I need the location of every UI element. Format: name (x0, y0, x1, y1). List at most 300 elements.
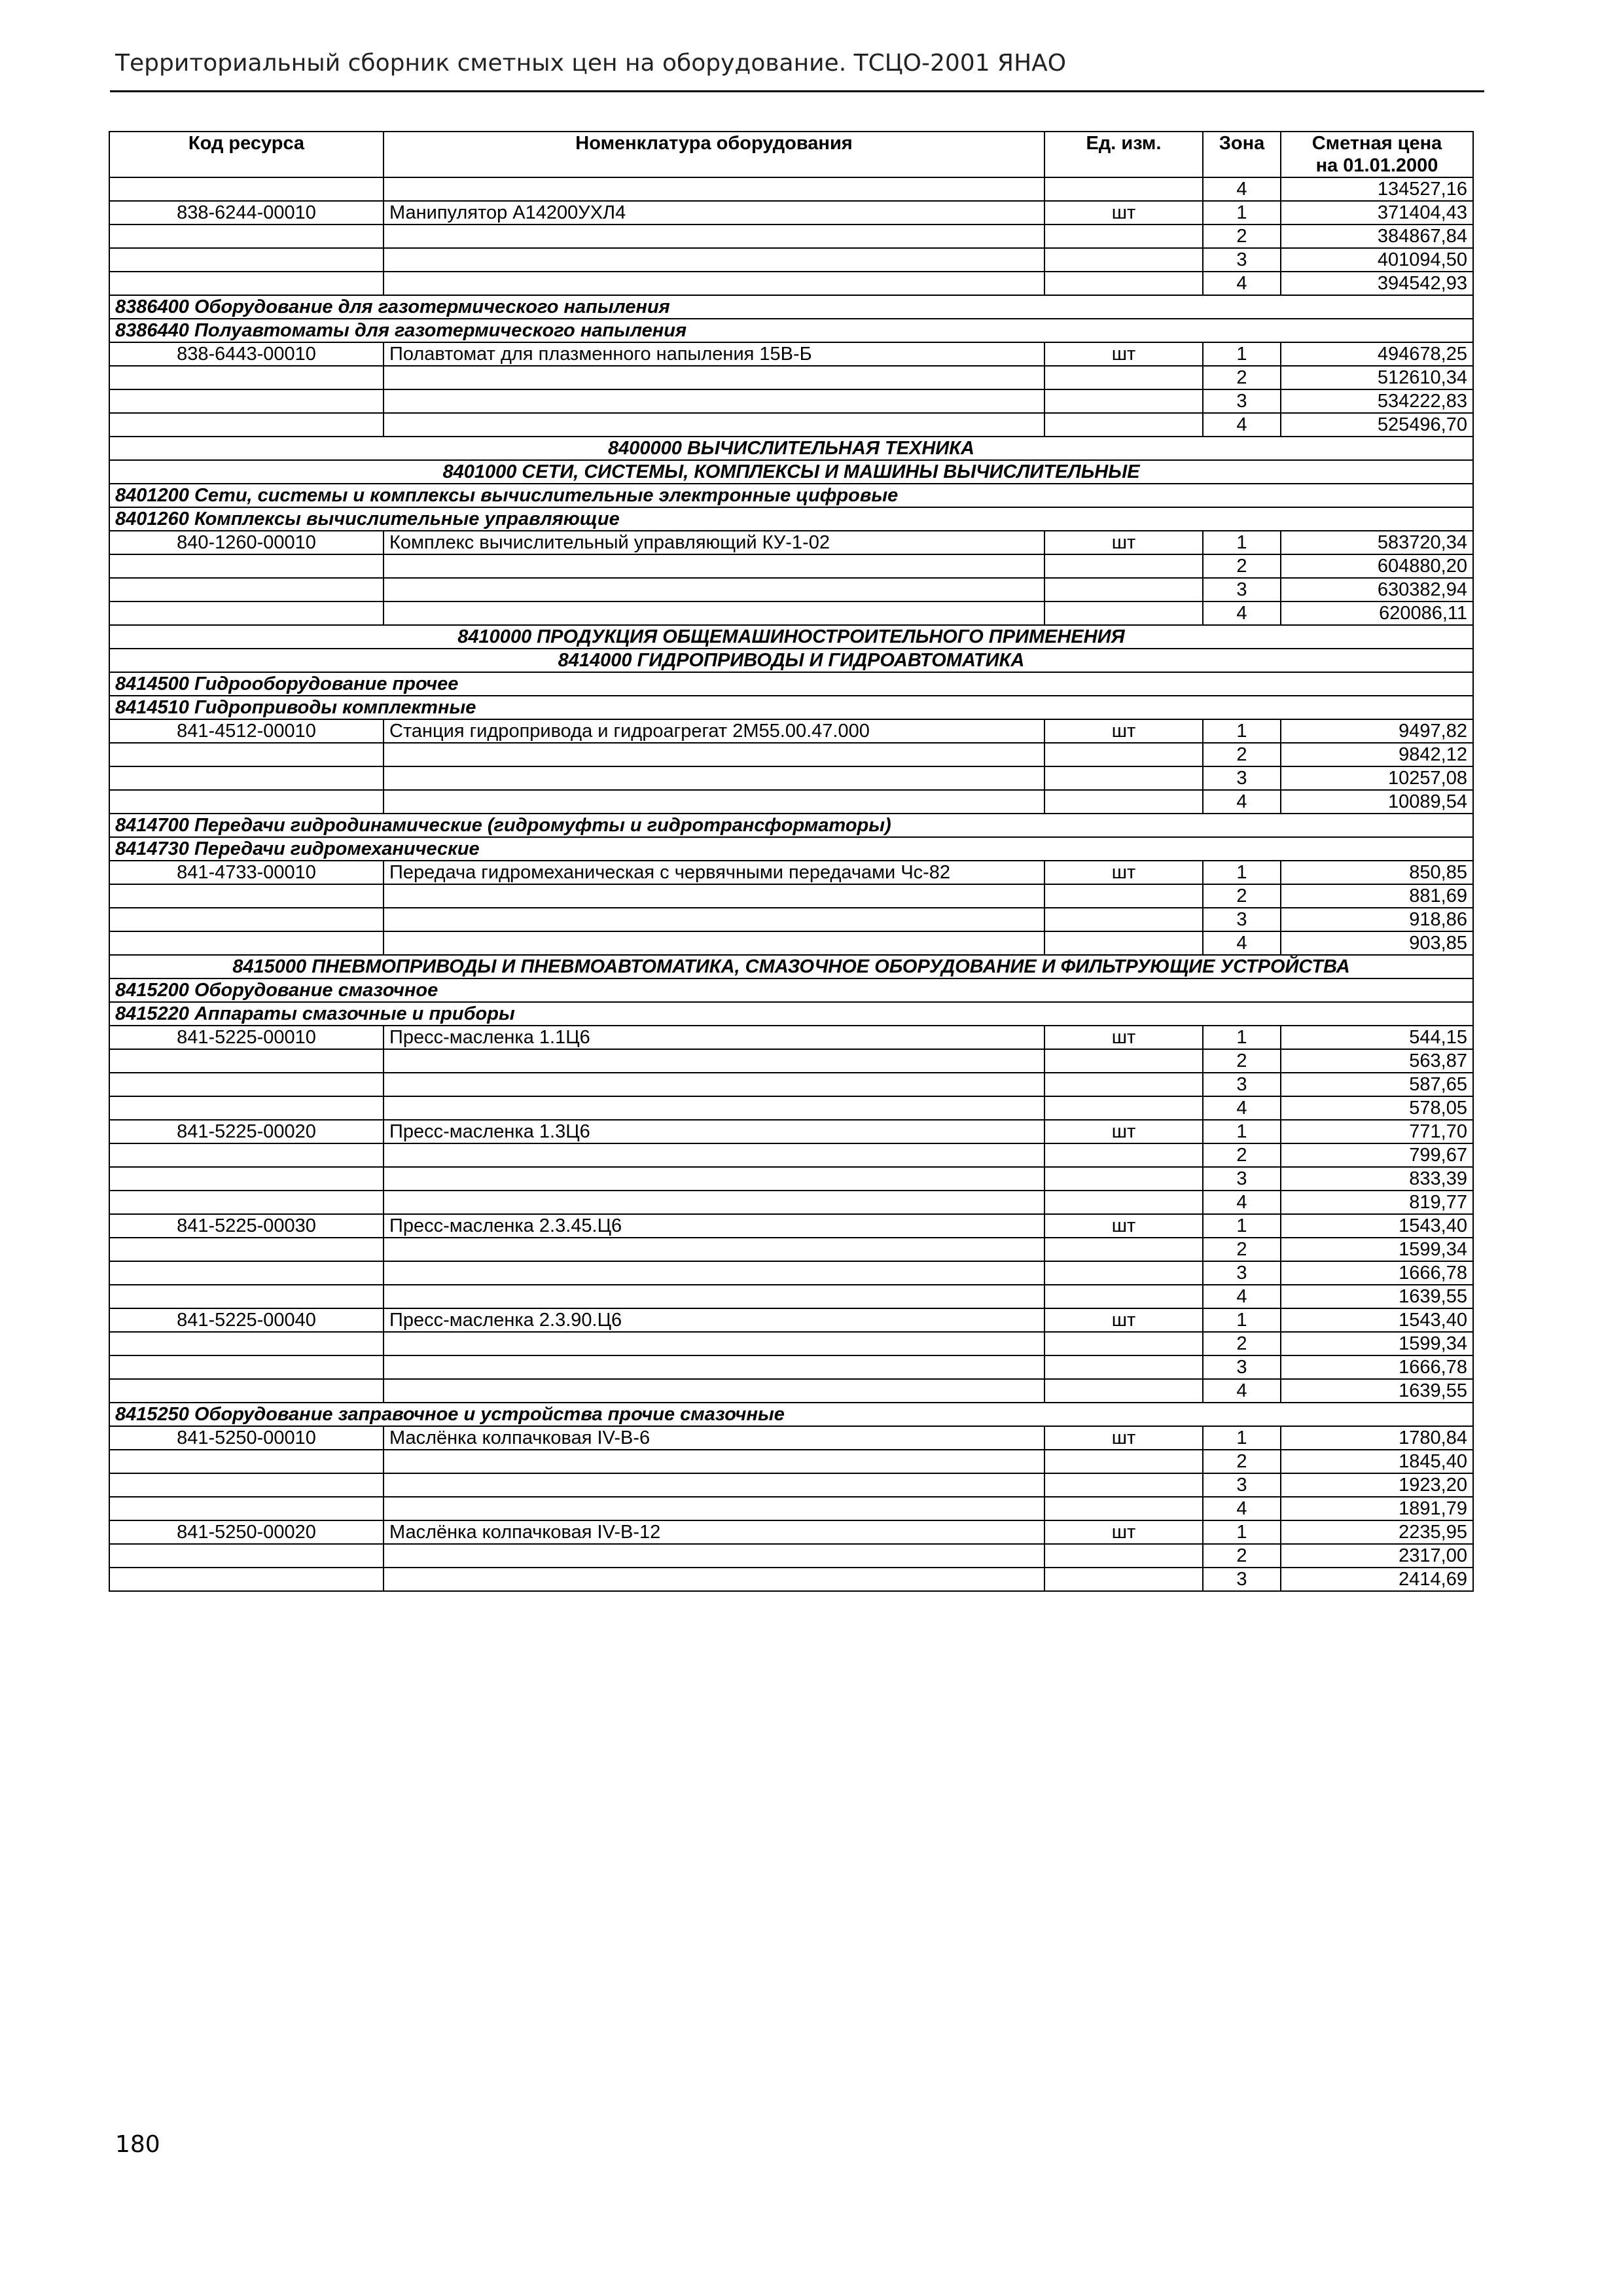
price-cell: 10089,54 (1281, 790, 1473, 814)
unit-cell (1044, 1285, 1203, 1308)
unit-cell: шт (1044, 342, 1203, 366)
zone-cell: 2 (1203, 1450, 1281, 1473)
equipment-name-cell (383, 1497, 1044, 1520)
table-header-row (109, 132, 1473, 177)
equipment-name-cell (383, 389, 1044, 413)
table-row (109, 931, 1473, 955)
unit-cell (1044, 766, 1203, 790)
zone-cell: 1 (1203, 1214, 1281, 1238)
section-heading-row (109, 507, 1473, 531)
table-row (109, 272, 1473, 295)
unit-cell (1044, 1191, 1203, 1214)
price-cell: 2235,95 (1281, 1520, 1473, 1544)
equipment-name-cell (383, 1355, 1044, 1379)
unit-cell (1044, 790, 1203, 814)
table-row (109, 1120, 1473, 1143)
section-heading-level-4: 8414510 Гидроприводы комплектные (109, 696, 1473, 719)
equipment-name-cell: Передача гидромеханическая с червячными передачами Чс-82 (383, 861, 1044, 884)
equipment-name-cell (383, 1049, 1044, 1073)
zone-cell: 4 (1203, 272, 1281, 295)
price-cell: 1780,84 (1281, 1426, 1473, 1450)
resource-code-cell (109, 766, 383, 790)
table-row (109, 1096, 1473, 1120)
section-heading-level-4: 8415220 Аппараты смазочные и приборы (109, 1002, 1473, 1026)
unit-cell (1044, 1096, 1203, 1120)
resource-code-cell (109, 1473, 383, 1497)
zone-cell: 4 (1203, 413, 1281, 437)
price-cell: 620086,11 (1281, 601, 1473, 625)
price-cell: 2317,00 (1281, 1544, 1473, 1568)
equipment-name-cell (383, 766, 1044, 790)
resource-code-cell (109, 1568, 383, 1591)
resource-code-cell (109, 1049, 383, 1073)
equipment-name-cell (383, 1191, 1044, 1214)
zone-cell: 1 (1203, 1520, 1281, 1544)
table-row (109, 1073, 1473, 1096)
price-cell: 604880,20 (1281, 554, 1473, 578)
equipment-name-cell (383, 578, 1044, 601)
resource-code-cell (109, 578, 383, 601)
table-row (109, 790, 1473, 814)
unit-cell (1044, 1568, 1203, 1591)
section-heading-row (109, 1002, 1473, 1026)
resource-code-cell (109, 366, 383, 389)
zone-cell: 2 (1203, 554, 1281, 578)
table-row (109, 201, 1473, 224)
column-header-price (1281, 132, 1473, 177)
equipment-name-cell: Пресс-масленка 2.3.90.Ц6 (383, 1308, 1044, 1332)
unit-cell (1044, 1450, 1203, 1473)
zone-cell: 3 (1203, 389, 1281, 413)
table-row (109, 766, 1473, 790)
unit-cell (1044, 1049, 1203, 1073)
section-heading-level-3: 8386400 Оборудование для газотермического напыления (109, 295, 1473, 319)
price-cell: 881,69 (1281, 884, 1473, 908)
equipment-name-cell (383, 366, 1044, 389)
unit-cell: шт (1044, 201, 1203, 224)
equipment-name-cell (383, 1167, 1044, 1191)
table-row (109, 413, 1473, 437)
zone-cell: 4 (1203, 1497, 1281, 1520)
table-row (109, 177, 1473, 201)
table-row (109, 389, 1473, 413)
unit-cell (1044, 1238, 1203, 1261)
table-row (109, 248, 1473, 272)
zone-cell: 2 (1203, 884, 1281, 908)
price-cell: 1845,40 (1281, 1450, 1473, 1473)
resource-code-cell (109, 790, 383, 814)
equipment-name-cell: Маслёнка колпачковая IV-В-6 (383, 1426, 1044, 1450)
resource-code-cell: 841-5225-00030 (109, 1214, 383, 1238)
resource-code-cell (109, 248, 383, 272)
equipment-name-cell (383, 554, 1044, 578)
section-heading-row (109, 837, 1473, 861)
section-heading-level-1: 8400000 ВЫЧИСЛИТЕЛЬНАЯ ТЕХНИКА (109, 437, 1473, 460)
equipment-name-cell (383, 884, 1044, 908)
table-row (109, 1450, 1473, 1473)
equipment-name-cell: Станция гидропривода и гидроагрегат 2М55.00.47.000 (383, 719, 1044, 743)
zone-cell: 1 (1203, 719, 1281, 743)
resource-code-cell: 841-5225-00040 (109, 1308, 383, 1332)
section-heading-level-2: 8414000 ГИДРОПРИВОДЫ И ГИДРОАВТОМАТИКА (109, 649, 1473, 672)
resource-code-cell (109, 931, 383, 955)
unit-cell (1044, 1167, 1203, 1191)
price-cell: 512610,34 (1281, 366, 1473, 389)
unit-cell: шт (1044, 719, 1203, 743)
equipment-name-cell (383, 1544, 1044, 1568)
column-header-price-line1: Сметная цена (1311, 133, 1442, 154)
table-row (109, 342, 1473, 366)
price-cell: 1666,78 (1281, 1261, 1473, 1285)
equipment-name-cell (383, 1285, 1044, 1308)
section-heading-row (109, 814, 1473, 837)
resource-code-cell: 841-5225-00010 (109, 1026, 383, 1049)
table-row (109, 578, 1473, 601)
zone-cell: 1 (1203, 342, 1281, 366)
table-row (109, 1568, 1473, 1591)
column-header-name: Номенклатура оборудования (383, 132, 1044, 177)
resource-code-cell (109, 1073, 383, 1096)
unit-cell (1044, 1544, 1203, 1568)
resource-code-cell (109, 1285, 383, 1308)
zone-cell: 2 (1203, 224, 1281, 248)
resource-code-cell (109, 272, 383, 295)
resource-code-cell (109, 413, 383, 437)
table-row (109, 554, 1473, 578)
unit-cell: шт (1044, 1426, 1203, 1450)
unit-cell: шт (1044, 1214, 1203, 1238)
resource-code-cell (109, 1450, 383, 1473)
unit-cell: шт (1044, 861, 1203, 884)
equipment-name-cell (383, 1261, 1044, 1285)
resource-code-cell (109, 884, 383, 908)
resource-code-cell (109, 1238, 383, 1261)
resource-code-cell (109, 1261, 383, 1285)
column-header-code: Код ресурса (109, 132, 383, 177)
table-row (109, 884, 1473, 908)
resource-code-cell: 841-5225-00020 (109, 1120, 383, 1143)
table-row (109, 1261, 1473, 1285)
header-divider (110, 90, 1484, 92)
unit-cell (1044, 1473, 1203, 1497)
unit-cell (1044, 224, 1203, 248)
table-row (109, 1049, 1473, 1073)
page-number: 180 (115, 2131, 160, 2158)
price-cell: 134527,16 (1281, 177, 1473, 201)
section-heading-row (109, 484, 1473, 507)
page-header-title: Территориальный сборник сметных цен на оборудование. ТСЦО-2001 ЯНАО (115, 50, 1067, 77)
resource-code-cell: 838-6443-00010 (109, 342, 383, 366)
resource-code-cell (109, 1497, 383, 1520)
equipment-name-cell: Пресс-масленка 2.3.45.Ц6 (383, 1214, 1044, 1238)
section-heading-row (109, 978, 1473, 1002)
resource-code-cell (109, 177, 383, 201)
price-cell: 587,65 (1281, 1073, 1473, 1096)
section-heading-level-3: 8415200 Оборудование смазочное (109, 978, 1473, 1002)
equipment-name-cell (383, 1073, 1044, 1096)
price-cell: 1639,55 (1281, 1285, 1473, 1308)
equipment-name-cell (383, 1143, 1044, 1167)
price-cell: 1543,40 (1281, 1214, 1473, 1238)
section-heading-level-4: 8415250 Оборудование заправочное и устройства прочие смазочные (109, 1403, 1473, 1426)
equipment-name-cell: Полавтомат для плазменного напыления 15В-Б (383, 342, 1044, 366)
unit-cell (1044, 389, 1203, 413)
unit-cell (1044, 601, 1203, 625)
price-cell: 1891,79 (1281, 1497, 1473, 1520)
resource-code-cell: 838-6244-00010 (109, 201, 383, 224)
zone-cell: 2 (1203, 1143, 1281, 1167)
table-row (109, 1497, 1473, 1520)
unit-cell (1044, 908, 1203, 931)
zone-cell: 4 (1203, 1285, 1281, 1308)
zone-cell: 4 (1203, 1191, 1281, 1214)
price-cell: 819,77 (1281, 1191, 1473, 1214)
zone-cell: 4 (1203, 177, 1281, 201)
resource-code-cell: 841-5250-00020 (109, 1520, 383, 1544)
resource-code-cell (109, 1332, 383, 1355)
resource-code-cell: 841-4512-00010 (109, 719, 383, 743)
equipment-name-cell (383, 931, 1044, 955)
table-row (109, 1520, 1473, 1544)
table-row (109, 743, 1473, 766)
unit-cell: шт (1044, 1026, 1203, 1049)
zone-cell: 2 (1203, 1238, 1281, 1261)
unit-cell (1044, 366, 1203, 389)
section-heading-row (109, 696, 1473, 719)
equipment-name-cell (383, 1238, 1044, 1261)
price-cell: 10257,08 (1281, 766, 1473, 790)
equipment-name-cell (383, 1450, 1044, 1473)
resource-code-cell (109, 1167, 383, 1191)
section-heading-level-2: 8401000 СЕТИ, СИСТЕМЫ, КОМПЛЕКСЫ И МАШИНЫ ВЫЧИСЛИТЕЛЬНЫЕ (109, 460, 1473, 484)
equipment-name-cell: Пресс-масленка 1.1Ц6 (383, 1026, 1044, 1049)
zone-cell: 3 (1203, 578, 1281, 601)
equipment-name-cell (383, 413, 1044, 437)
price-cell: 494678,25 (1281, 342, 1473, 366)
price-cell: 1666,78 (1281, 1355, 1473, 1379)
section-heading-level-4: 8386440 Полуавтоматы для газотермического напыления (109, 319, 1473, 342)
zone-cell: 3 (1203, 1167, 1281, 1191)
section-heading-row (109, 955, 1473, 978)
price-cell: 903,85 (1281, 931, 1473, 955)
section-heading-level-3: 8414700 Передачи гидродинамические (гидромуфты и гидротрансформаторы) (109, 814, 1473, 837)
table-row (109, 1379, 1473, 1403)
unit-cell (1044, 413, 1203, 437)
table-row (109, 1355, 1473, 1379)
price-cell: 583720,34 (1281, 531, 1473, 554)
zone-cell: 2 (1203, 1049, 1281, 1073)
section-heading-level-2: 8415000 ПНЕВМОПРИВОДЫ И ПНЕВМОАВТОМАТИКА, СМАЗОЧНОЕ ОБОРУДОВАНИЕ И ФИЛЬТРУЮЩИЕ УСТРОЙСТВА (109, 955, 1473, 978)
price-cell: 1923,20 (1281, 1473, 1473, 1497)
zone-cell: 2 (1203, 1544, 1281, 1568)
price-cell: 1599,34 (1281, 1332, 1473, 1355)
resource-code-cell (109, 389, 383, 413)
unit-cell (1044, 1355, 1203, 1379)
unit-cell: шт (1044, 1120, 1203, 1143)
equipment-name-cell (383, 272, 1044, 295)
section-heading-row (109, 625, 1473, 649)
price-cell: 1639,55 (1281, 1379, 1473, 1403)
section-heading-row (109, 295, 1473, 319)
resource-code-cell (109, 601, 383, 625)
zone-cell: 1 (1203, 1426, 1281, 1450)
section-heading-row (109, 437, 1473, 460)
zone-cell: 2 (1203, 743, 1281, 766)
zone-cell: 4 (1203, 1096, 1281, 1120)
zone-cell: 1 (1203, 1026, 1281, 1049)
table-row (109, 1308, 1473, 1332)
table-body (109, 177, 1473, 1591)
equipment-name-cell (383, 1473, 1044, 1497)
equipment-name-cell (383, 224, 1044, 248)
resource-code-cell (109, 1379, 383, 1403)
price-cell: 9497,82 (1281, 719, 1473, 743)
zone-cell: 4 (1203, 790, 1281, 814)
unit-cell (1044, 1379, 1203, 1403)
equipment-name-cell (383, 601, 1044, 625)
table-row (109, 366, 1473, 389)
resource-code-cell (109, 1096, 383, 1120)
equipment-name-cell (383, 1096, 1044, 1120)
table-row (109, 719, 1473, 743)
price-cell: 525496,70 (1281, 413, 1473, 437)
price-cell: 918,86 (1281, 908, 1473, 931)
equipment-name-cell: Маслёнка колпачковая IV-В-12 (383, 1520, 1044, 1544)
zone-cell: 3 (1203, 1473, 1281, 1497)
price-cell: 799,67 (1281, 1143, 1473, 1167)
unit-cell (1044, 743, 1203, 766)
column-header-zone: Зона (1203, 132, 1281, 177)
table-row (109, 1285, 1473, 1308)
resource-code-cell (109, 554, 383, 578)
resource-code-cell (109, 908, 383, 931)
equipment-name-cell (383, 177, 1044, 201)
section-heading-row (109, 672, 1473, 696)
price-cell: 1599,34 (1281, 1238, 1473, 1261)
section-heading-row (109, 460, 1473, 484)
table-row (109, 1191, 1473, 1214)
section-heading-level-3: 8401200 Сети, системы и комплексы вычислительные электронные цифровые (109, 484, 1473, 507)
equipment-name-cell: Пресс-масленка 1.3Ц6 (383, 1120, 1044, 1143)
equipment-name-cell (383, 248, 1044, 272)
table-row (109, 1214, 1473, 1238)
unit-cell (1044, 272, 1203, 295)
unit-cell (1044, 931, 1203, 955)
table-row (109, 1167, 1473, 1191)
unit-cell (1044, 1073, 1203, 1096)
column-header-unit: Ед. изм. (1044, 132, 1203, 177)
unit-cell (1044, 248, 1203, 272)
equipment-name-cell (383, 1332, 1044, 1355)
resource-code-cell: 840-1260-00010 (109, 531, 383, 554)
section-heading-row (109, 319, 1473, 342)
zone-cell: 4 (1203, 601, 1281, 625)
price-cell: 563,87 (1281, 1049, 1473, 1073)
price-cell: 1543,40 (1281, 1308, 1473, 1332)
zone-cell: 1 (1203, 201, 1281, 224)
column-header-price-line2: на 01.01.2000 (1315, 155, 1438, 176)
section-heading-level-4: 8414730 Передачи гидромеханические (109, 837, 1473, 861)
price-cell: 534222,83 (1281, 389, 1473, 413)
section-heading-level-3: 8414500 Гидрооборудование прочее (109, 672, 1473, 696)
zone-cell: 1 (1203, 1120, 1281, 1143)
section-heading-row (109, 1403, 1473, 1426)
price-cell: 401094,50 (1281, 248, 1473, 272)
price-cell: 833,39 (1281, 1167, 1473, 1191)
section-heading-row (109, 649, 1473, 672)
zone-cell: 1 (1203, 861, 1281, 884)
unit-cell: шт (1044, 1520, 1203, 1544)
equipment-name-cell (383, 1379, 1044, 1403)
resource-code-cell (109, 1544, 383, 1568)
price-cell: 578,05 (1281, 1096, 1473, 1120)
table-row (109, 1026, 1473, 1049)
price-cell: 394542,93 (1281, 272, 1473, 295)
zone-cell: 3 (1203, 248, 1281, 272)
resource-code-cell (109, 1355, 383, 1379)
table-row (109, 861, 1473, 884)
unit-cell (1044, 177, 1203, 201)
unit-cell (1044, 884, 1203, 908)
equipment-name-cell (383, 908, 1044, 931)
unit-cell (1044, 578, 1203, 601)
price-table (109, 131, 1474, 1592)
zone-cell: 2 (1203, 1332, 1281, 1355)
zone-cell: 4 (1203, 931, 1281, 955)
zone-cell: 2 (1203, 366, 1281, 389)
zone-cell: 3 (1203, 1568, 1281, 1591)
resource-code-cell: 841-5250-00010 (109, 1426, 383, 1450)
equipment-name-cell: Комплекс вычислительный управляющий КУ-1-02 (383, 531, 1044, 554)
price-cell: 2414,69 (1281, 1568, 1473, 1591)
equipment-name-cell (383, 743, 1044, 766)
table-row (109, 1473, 1473, 1497)
equipment-name-cell (383, 1568, 1044, 1591)
zone-cell: 1 (1203, 1308, 1281, 1332)
price-cell: 371404,43 (1281, 201, 1473, 224)
zone-cell: 3 (1203, 766, 1281, 790)
zone-cell: 4 (1203, 1379, 1281, 1403)
section-heading-level-1: 8410000 ПРОДУКЦИЯ ОБЩЕМАШИНОСТРОИТЕЛЬНОГО ПРИМЕНЕНИЯ (109, 625, 1473, 649)
price-cell: 850,85 (1281, 861, 1473, 884)
resource-code-cell (109, 1143, 383, 1167)
equipment-name-cell: Манипулятор А14200УХЛ4 (383, 201, 1044, 224)
zone-cell: 3 (1203, 1261, 1281, 1285)
unit-cell (1044, 1261, 1203, 1285)
zone-cell: 3 (1203, 1073, 1281, 1096)
section-heading-level-4: 8401260 Комплексы вычислительные управляющие (109, 507, 1473, 531)
table-row (109, 1426, 1473, 1450)
table-row (109, 224, 1473, 248)
zone-cell: 1 (1203, 531, 1281, 554)
price-cell: 630382,94 (1281, 578, 1473, 601)
unit-cell: шт (1044, 1308, 1203, 1332)
table-row (109, 1238, 1473, 1261)
table-row (109, 601, 1473, 625)
table-row (109, 1332, 1473, 1355)
price-cell: 771,70 (1281, 1120, 1473, 1143)
unit-cell (1044, 554, 1203, 578)
unit-cell (1044, 1497, 1203, 1520)
resource-code-cell (109, 224, 383, 248)
equipment-name-cell (383, 790, 1044, 814)
resource-code-cell (109, 743, 383, 766)
unit-cell (1044, 1143, 1203, 1167)
resource-code-cell: 841-4733-00010 (109, 861, 383, 884)
table-row (109, 1544, 1473, 1568)
table-row (109, 531, 1473, 554)
unit-cell (1044, 1332, 1203, 1355)
